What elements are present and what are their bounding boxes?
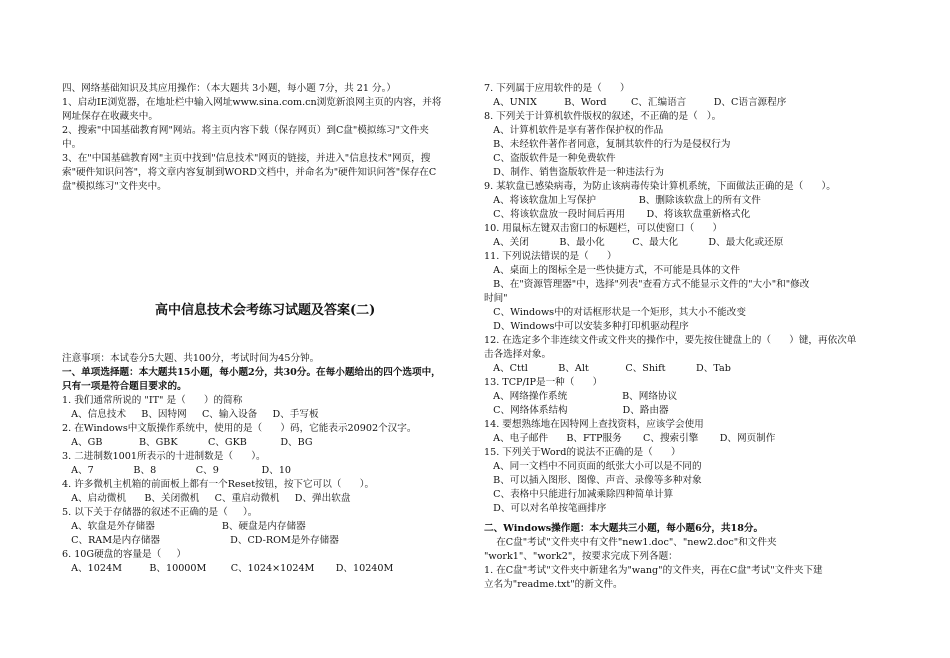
question-3-options: A、7 B、8 C、9 D、10 — [62, 465, 292, 476]
section4-q3-line2: 索"硬件知识问答"，将文章内容复制到WORD文档中，并命名为"硬件知识问答"保存在C — [62, 167, 437, 178]
question-5-options-ab: A、软盘是外存储器 B、硬盘是内存储器 — [62, 521, 306, 532]
question-6: 6. 10G硬盘的容量是（ ） — [62, 549, 187, 560]
question-9: 9. 某软盘已感染病毒，为防止该病毒传染计算机系统，下面做法正确的是（ ）。 — [484, 181, 836, 192]
question-14-options: A、电子邮件 B、FTP服务 C、搜索引擎 D、网页制作 — [484, 433, 776, 444]
question-11: 11. 下列说法错误的是（ ） — [484, 251, 617, 262]
section4-heading: 四、网络基础知识及其应用操作：（本大题共 3小题，每小题 7分，共 21 分。） — [62, 83, 397, 94]
question-6-options: A、1024M B、10000M C、1024×1024M D、10240M — [62, 563, 394, 574]
question-12: 12. 在选定多个非连续文件或文件夹的操作中，要先按住键盘上的（ ）键，再依次单 — [484, 335, 857, 346]
question-11-option-a: A、桌面上的图标全是一些快捷方式，不可能是具体的文件 — [484, 265, 740, 276]
question-9-options-ab: A、将该软盘加上写保护 B、删除该软盘上的所有文件 — [484, 195, 761, 206]
section1-heading-line1: 一、单项选择题：本大题共15小题，每小题2分，共30分。在每小题给出的四个选项中， — [62, 367, 441, 378]
section2-task1-line1: 1. 在C盘"考试"文件夹中新建名为"wang"的文件夹，再在C盘"考试"文件夹下建 — [484, 565, 823, 576]
question-7: 7. 下列属于应用软件的是（ ） — [484, 83, 630, 94]
question-5-options-cd: C、RAM是内存储器 D、CD-ROM是外存储器 — [62, 535, 339, 546]
question-10: 10. 用鼠标左键双击窗口的标题栏，可以使窗口（ ） — [484, 223, 723, 234]
question-8-option-b: B、未经软件著作者同意，复制其软件的行为是侵权行为 — [484, 139, 731, 150]
section2-task1-line2: 立名为"readme.txt"的新文件。 — [484, 579, 623, 590]
question-5: 5. 以下关于存储器的叙述不正确的是（ ）。 — [62, 507, 258, 518]
question-2: 2. 在Windows中文版操作系统中，使用的是（ ）码，它能表示20902个汉字。 — [62, 423, 417, 434]
section4-q3-line1: 3、在"中国基础教育网"主页中找到"信息技术"网页的链接，并进入"信息技术"网页，搜 — [62, 153, 431, 164]
question-3: 3. 二进制数1001所表示的十进制数是（ ）。 — [62, 451, 266, 462]
section4-q2-line2: 中。 — [62, 139, 82, 150]
section2-heading: 二、Windows操作题：本大题共三小题，每小题6分，共18分。 — [484, 523, 764, 534]
notice: 注意事项：本试卷分5大题、共100分，考试时间为45分钟。 — [62, 353, 320, 364]
question-8-option-a: A、计算机软件是享有著作保护权的作品 — [484, 125, 664, 136]
question-11-option-b-cont: 时间" — [484, 293, 508, 304]
question-15-option-a: A、同一文档中不同页面的纸张大小可以是不同的 — [484, 461, 702, 472]
question-13-options-ab: A、网络操作系统 B、网络协议 — [484, 391, 678, 402]
question-8-option-d: D、制作、销售盗版软件是一种违法行为 — [484, 167, 664, 178]
section4-q2-line1: 2、搜索"中国基础教育网"网站。将主页内容下载（保存网页）到C盘"模拟练习"文件夹 — [62, 125, 429, 136]
question-10-options: A、关闭 B、最小化 C、最大化 D、最大化或还原 — [484, 237, 784, 248]
question-15-option-b: B、可以插入图形、图像、声音、录像等多种对象 — [484, 475, 702, 486]
question-1-options: A、信息技术 B、因特网 C、输入设备 D、手写板 — [62, 409, 319, 420]
question-15-option-c: C、表格中只能进行加减乘除四种简单计算 — [484, 489, 674, 500]
question-1: 1. 我们通常所说的 "IT" 是（ ）的简称 — [62, 395, 243, 406]
question-13-options-cd: C、网络体系结构 D、路由器 — [484, 405, 669, 416]
question-11-option-c: C、Windows中的对话框形状是一个矩形，其大小不能改变 — [484, 307, 746, 318]
question-12-cont: 击各选择对象。 — [484, 349, 552, 360]
section4-q1-line2: 网址保存在收藏夹中。 — [62, 111, 158, 122]
question-7-options: A、UNIX B、Word C、汇编语言 D、C语言源程序 — [484, 97, 787, 108]
section4-q3-line3: 盘"模拟练习"文件夹中。 — [62, 181, 167, 192]
question-8: 8. 下列关于计算机软件版权的叙述，不正确的是（ ）。 — [484, 111, 722, 122]
section4-q1-line1: 1、启动IE浏览器，在地址栏中输入网址www.sina.com.cn浏览新浪网主页的内容，并将 — [62, 97, 442, 108]
question-13: 13. TCP/IP是一种（ ） — [484, 377, 603, 388]
section2-intro-line2: "work1"、"work2"，按要求完成下列各题： — [484, 551, 678, 562]
question-12-options: A、Cttl B、Alt C、Shift D、Tab — [484, 363, 731, 374]
question-15: 15. 下列关于Word的说法不正确的是（ ） — [484, 447, 681, 458]
question-4-options: A、启动微机 B、关闭微机 C、重启动微机 D、弹出软盘 — [62, 493, 351, 504]
question-11-option-d: D、Windows中可以安装多种打印机驱动程序 — [484, 321, 689, 332]
section1-heading-line2: 只有一项是符合题目要求的。 — [62, 381, 187, 392]
section2-intro-line1: 在C盘"考试"文件夹中有文件"new1.doc"、"new2.doc"和文件夹 — [484, 537, 777, 548]
question-2-options: A、GB B、GBK C、GKB D、BG — [62, 437, 313, 448]
question-14: 14. 要想熟练地在因特网上查找资料，应该学会使用 — [484, 419, 704, 430]
question-8-option-c: C、盗版软件是一种免费软件 — [484, 153, 616, 164]
question-11-option-b: B、在"资源管理器"中，选择"列表"查看方式不能显示文件的"大小"和"修改 — [484, 279, 810, 290]
page-title: 高中信息技术会考练习试题及答案(二) — [155, 303, 376, 318]
question-15-option-d: D、可以对名单按笔画排序 — [484, 503, 607, 514]
question-4: 4. 许多微机主机箱的前面板上都有一个Reset按钮，按下它可以（ ）。 — [62, 479, 375, 490]
question-9-options-cd: C、将该软盘放一段时间后再用 D、将该软盘重新格式化 — [484, 209, 751, 220]
